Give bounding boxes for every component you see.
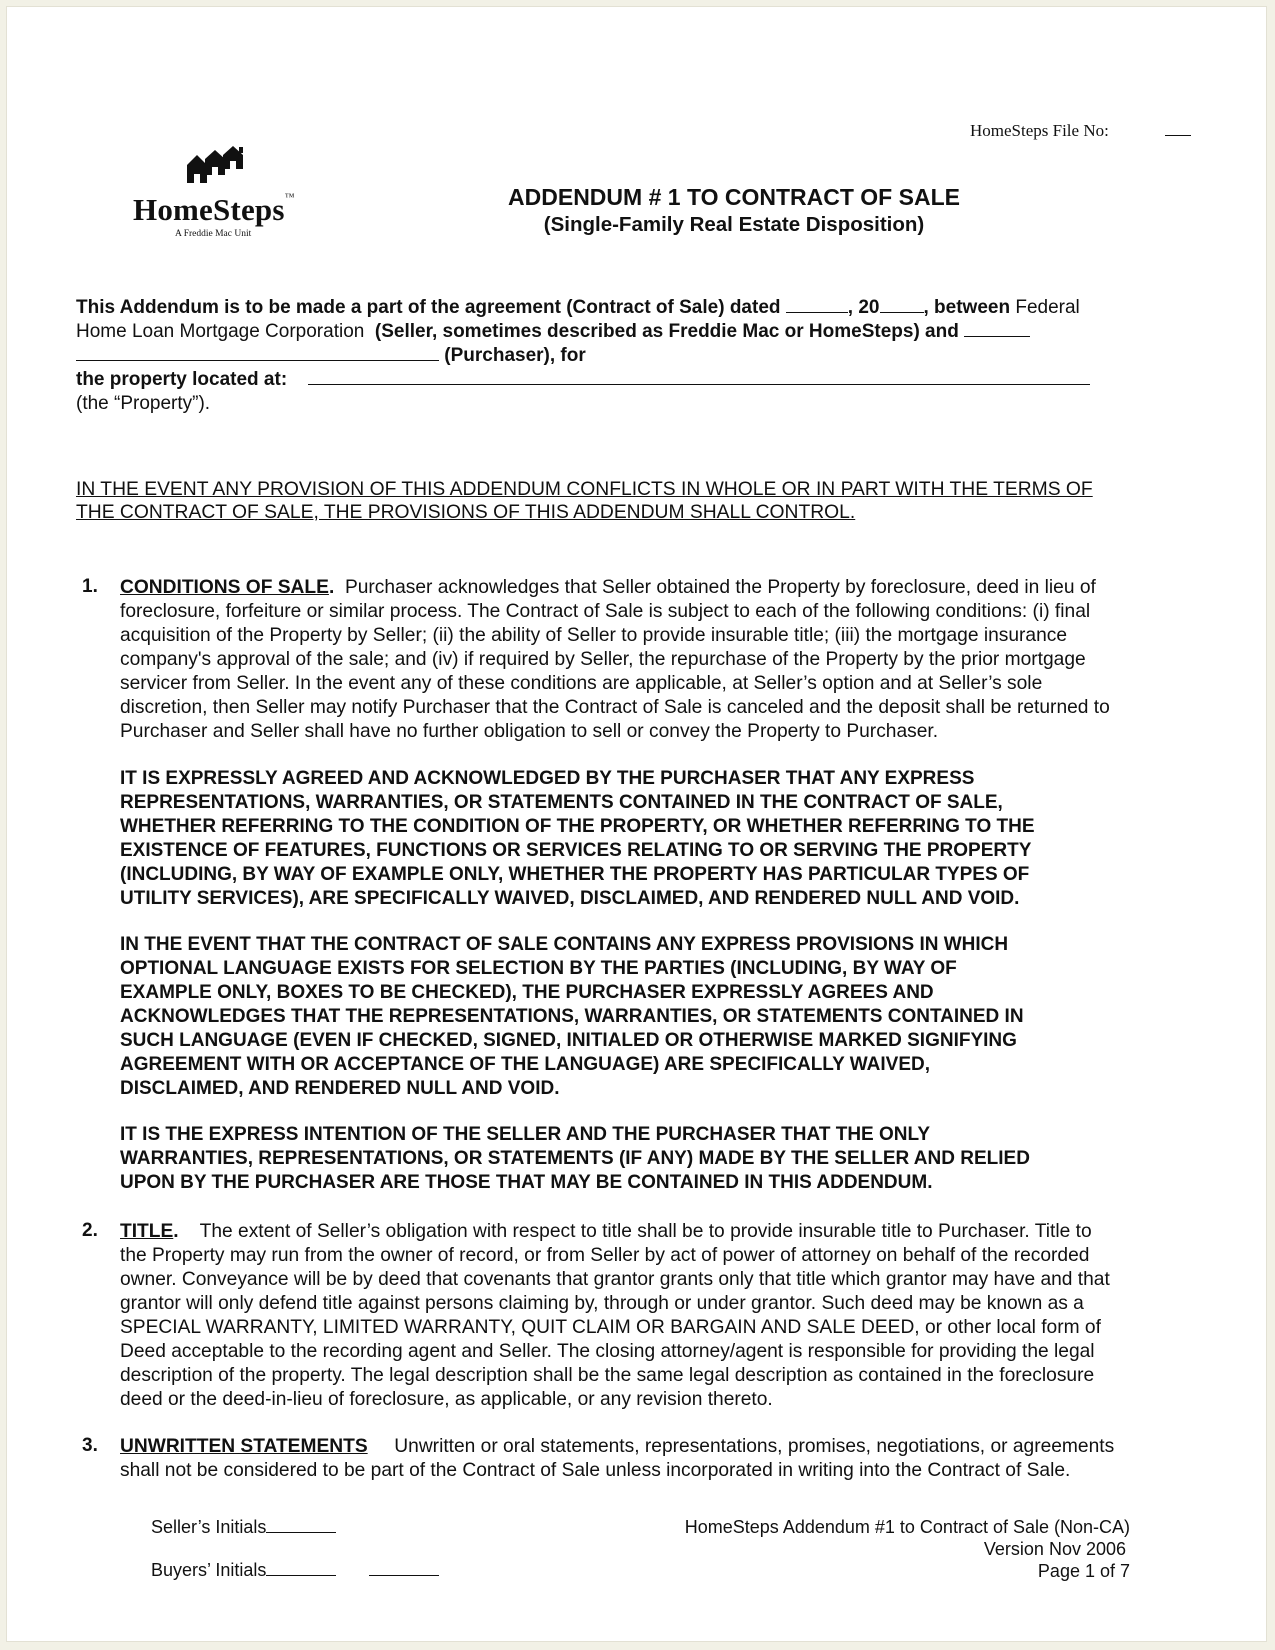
file-number (970, 121, 1191, 141)
seller-initials-blank (266, 1518, 336, 1533)
buyer-initials-blank-1 (266, 1561, 336, 1576)
footer-doc-info (607, 1516, 1130, 1582)
section-1-heading: CONDITIONS OF SALE (120, 577, 329, 598)
purchaser-blank-a (964, 320, 1030, 337)
section-2-heading: TITLE (120, 1221, 174, 1242)
intro-line-4: the property located at: (76, 368, 1216, 392)
section-1-waiver-paragraph: IT IS EXPRESSLY AGREED AND ACKNOWLEDGED BY THE PURCHASER THAT ANY EXPRESS REPRESENTATIONS, WARRANTIES, OR STATEMENTS CONTAINED IN THE CONTRACT OF SALE, WHETHER REFERRING TO THE CONDITION OF THE PROPERTY, OR WHETHER REFERRING TO THE EXISTENCE OF FEATURES, FUNCTIONS OR SERVICES RELATING TO OR SERVING THE PROPERTY (INCLUDING, BY WAY OF EXAMPLE ONLY, WHETHER THE PROPERTY HAS PARTICULAR TYPES OF UTILITY SERVICES), ARE SPECIFICALLY WAIVED, DISCLAIMED, AND RENDERED NULL AND VOID. (120, 768, 1035, 909)
footer-doc-name: HomeSteps Addendum #1 to Contract of Sale (Non-CA) (684, 1517, 1130, 1537)
conflict-notice-line-1: IN THE EVENT ANY PROVISION OF THIS ADDENDUM CONFLICTS IN WHOLE OR IN PART WITH THE TERMS OF (76, 479, 1093, 500)
section-1-text: CONDITIONS OF SALE. Purchaser acknowledges that Seller obtained the Property by foreclosure, deed in lieu of foreclosure, forfeiture or similar process. The Contract of Sale is subject to each of the following conditions: (i) final acquisition of the Property by Seller; (ii) the ability of Seller to provide insurable title; (iii) the mortgage insurance company's approval of the sale; and (iv) if required by Seller, the repurchase of the Property by the prior mortgage servicer from Seller. In the event any of these conditions are applicable, at Seller’s option and at Seller’s sole discretion, then Seller may notify Purchaser that the Contract of Sale is canceled and the deposit shall be returned to Purchaser and Seller shall have no further obligation to sell or convey the Property to Purchaser. (120, 577, 1110, 742)
homesteps-logo (133, 145, 313, 245)
file-number-label: HomeSteps File No: (970, 121, 1109, 140)
section-3-heading: UNWRITTEN STATEMENTS (120, 1436, 368, 1457)
intro-line-2: Home Loan Mortgage Corporation (Seller, sometimes described as Freddie Mac or HomeSteps) and (76, 320, 1216, 344)
section-2-number: 2. (82, 1220, 98, 1241)
file-number-blank (1165, 121, 1191, 136)
footer-version: Version Nov 2006 (983, 1539, 1126, 1559)
intro-line-1: This Addendum is to be made a part of the agreement (Contract of Sale) dated , 20 , between Federal (76, 297, 1080, 318)
logo-tagline: A Freddie Mac Unit (175, 229, 252, 239)
section-3-text: UNWRITTEN STATEMENTS Unwritten or oral statements, representations, promises, negotiations, or agreements shall not be considered to be part of the Contract of Sale unless incorporated in writing into the Contract of Sale. (120, 1436, 1115, 1481)
title-main: ADDENDUM # 1 TO CONTRACT OF SALE (508, 184, 960, 210)
footer-page-number: Page 1 of 7 (1037, 1561, 1130, 1581)
section-3-number: 3. (82, 1435, 98, 1456)
conflict-notice-line-2: THE CONTRACT OF SALE, THE PROVISIONS OF THIS ADDENDUM SHALL CONTROL. (76, 502, 856, 523)
section-2-text: TITLE. The extent of Seller’s obligation with respect to title shall be to provide insurable title to Purchaser. Title to the Property may run from the owner of record, or from Seller by act of power of attorney on behalf of the recorded owner. Conveyance will be by deed that covenants that grantor grants only that title which grantor may have and that grantor will only defend title against persons claiming by, through or under grantor. Such deed may be known as a SPECIAL WARRANTY, LIMITED WARRANTY, QUIT CLAIM OR BARGAIN AND SALE DEED, or other local form of Deed acceptable to the recording agent and Seller. The closing attorney/agent is responsible for providing the legal description of the property. The legal description shall be the same legal description as contained in the foreclosure deed or the deed-in-lieu of foreclosure, as applicable, or any revision thereto. (120, 1221, 1110, 1410)
document-title (437, 183, 1031, 238)
year-blank (880, 296, 924, 313)
document-page (6, 6, 1267, 1642)
date-blank (786, 296, 848, 313)
section-1-optional-language-paragraph: IN THE EVENT THAT THE CONTRACT OF SALE CONTAINS ANY EXPRESS PROVISIONS IN WHICH OPTIONAL LANGUAGE EXISTS FOR SELECTION BY THE PARTIES (INCLUDING, BY WAY OF EXAMPLE ONLY, BOXES TO BE CHECKED), THE PURCHASER EXPRESSLY AGREES AND ACKNOWLEDGES THAT THE REPRESENTATIONS, WARRANTIES, OR STATEMENTS CONTAINED IN SUCH LANGUAGE (EVEN IF CHECKED, SIGNED, INITIALED OR OTHERWISE MARKED SIGNIFYING AGREEMENT WITH OR ACCEPTANCE OF THE LANGUAGE) ARE SPECIFICALLY WAIVED, DISCLAIMED, AND RENDERED NULL AND VOID. (120, 934, 1024, 1099)
logo-wordmark: HomeSteps™ (133, 192, 295, 227)
buyer-initials-blank-2 (369, 1561, 439, 1576)
houses-icon (185, 145, 251, 185)
property-address-blank (308, 368, 1090, 385)
intro-line-3: (Purchaser), for (76, 344, 1216, 368)
purchaser-blank-b (76, 344, 439, 361)
section-1-number: 1. (82, 576, 98, 597)
section-1-intention-paragraph: IT IS THE EXPRESS INTENTION OF THE SELLER AND THE PURCHASER THAT THE ONLY WARRANTIES, REPRESENTATIONS, OR STATEMENTS (IF ANY) MADE BY THE SELLER AND RELIED UPON BY THE PURCHASER ARE THOSE THAT MAY BE CONTAINED IN THIS ADDENDUM. (120, 1124, 1030, 1193)
buyers-initials: Buyers’ Initials (151, 1559, 439, 1581)
seller-initials: Seller’s Initials (151, 1516, 336, 1538)
title-sub: (Single-Family Real Estate Disposition) (543, 213, 925, 236)
intro-line-5: (the “Property”). (76, 393, 211, 414)
